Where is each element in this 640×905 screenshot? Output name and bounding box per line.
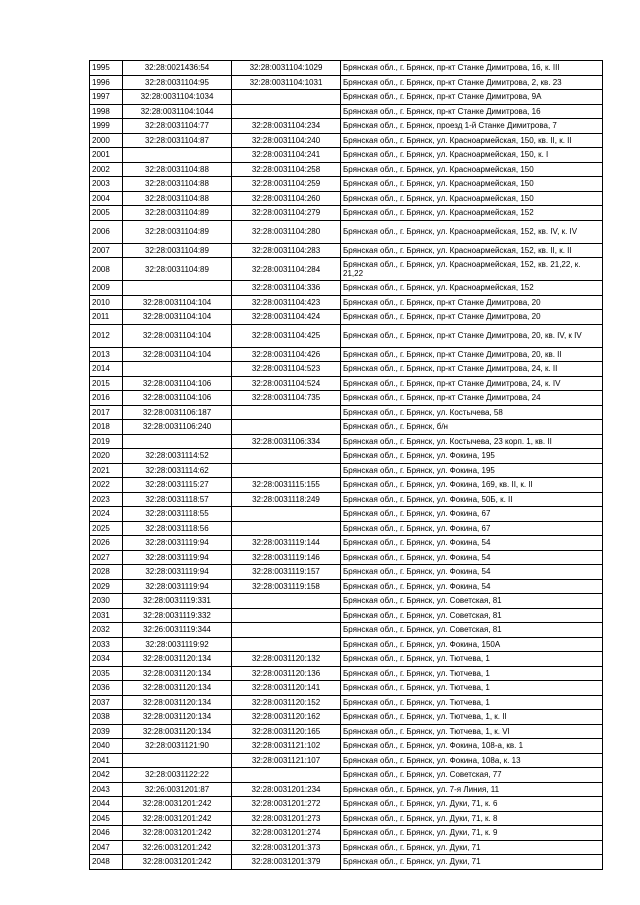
building-cadastral-number-cell: 32:28:0031119:158: [232, 579, 341, 594]
row-number-cell: 2041: [90, 753, 123, 768]
row-number-cell: 2003: [90, 177, 123, 192]
building-cadastral-number-cell: [232, 104, 341, 119]
table-row: [90, 281, 603, 296]
building-cadastral-number-cell: 32:28:0031104:1031: [232, 75, 341, 90]
row-number-cell: 2037: [90, 695, 123, 710]
table-row: [90, 191, 603, 206]
row-number-cell: 2020: [90, 449, 123, 464]
cadastral-table: [89, 60, 603, 870]
row-number-cell: 2043: [90, 782, 123, 797]
address-cell: Брянская обл., г. Брянск, пр-кт Станке Димитрова, 24, к. II: [341, 362, 603, 377]
parcel-cadastral-number-cell: 32:28:0031104:88: [123, 177, 232, 192]
building-cadastral-number-cell: [232, 420, 341, 435]
address-cell: Брянская обл., г. Брянск, ул. Дуки, 71, к. 9: [341, 826, 603, 841]
row-number-cell: 1998: [90, 104, 123, 119]
parcel-cadastral-number-cell: 32:28:0031120:134: [123, 710, 232, 725]
table-row: [90, 324, 603, 347]
row-number-cell: 2025: [90, 521, 123, 536]
table-row: [90, 220, 603, 243]
parcel-cadastral-number-cell: [123, 753, 232, 768]
parcel-cadastral-number-cell: 32:28:0031104:87: [123, 133, 232, 148]
address-cell: Брянская обл., г. Брянск, ул. Фокина, 108а, к. 13: [341, 753, 603, 768]
address-cell: Брянская обл., г. Брянск, ул. Дуки, 71, к. 6: [341, 797, 603, 812]
building-cadastral-number-cell: 32:28:0031201:272: [232, 797, 341, 812]
address-cell: Брянская обл., г. Брянск, ул. Дуки, 71, к. 8: [341, 811, 603, 826]
building-cadastral-number-cell: [232, 90, 341, 105]
building-cadastral-number-cell: [232, 768, 341, 783]
building-cadastral-number-cell: 32:28:0031201:274: [232, 826, 341, 841]
address-cell: Брянская обл., г. Брянск, ул. Красноармейская, 150, кв. II, к. II: [341, 133, 603, 148]
parcel-cadastral-number-cell: 32:28:0031104:104: [123, 295, 232, 310]
parcel-cadastral-number-cell: 32:28:0031104:95: [123, 75, 232, 90]
parcel-cadastral-number-cell: 32:28:0031119:94: [123, 579, 232, 594]
row-number-cell: 2026: [90, 536, 123, 551]
row-number-cell: 2000: [90, 133, 123, 148]
address-cell: Брянская обл., г. Брянск, ул. Тютчева, 1, к. VI: [341, 724, 603, 739]
table-row: [90, 405, 603, 420]
address-cell: Брянская обл., г. Брянск, пр-кт Станке Димитрова, 16, к. III: [341, 61, 603, 76]
table-row: [90, 258, 603, 281]
building-cadastral-number-cell: [232, 449, 341, 464]
address-cell: Брянская обл., г. Брянск, ул. Красноармейская, 152, кв. 21,22, к. 21,22: [341, 258, 603, 281]
address-cell: Брянская обл., г. Брянск, ул. Красноармейская, 152, кв. II, к. II: [341, 243, 603, 258]
row-number-cell: 2028: [90, 565, 123, 580]
table-row: [90, 579, 603, 594]
parcel-cadastral-number-cell: 32:28:0031118:57: [123, 492, 232, 507]
table-row: [90, 206, 603, 221]
parcel-cadastral-number-cell: 32:28:0031120:134: [123, 724, 232, 739]
building-cadastral-number-cell: 32:28:0031120:152: [232, 695, 341, 710]
table-row: [90, 608, 603, 623]
row-number-cell: 2019: [90, 434, 123, 449]
address-cell: Брянская обл., г. Брянск, ул. Костычева, 23 корп. 1, кв. II: [341, 434, 603, 449]
table-row: [90, 310, 603, 325]
address-cell: Брянская обл., г. Брянск, ул. Тютчева, 1: [341, 681, 603, 696]
row-number-cell: 2024: [90, 507, 123, 522]
building-cadastral-number-cell: [232, 521, 341, 536]
table-row: [90, 133, 603, 148]
row-number-cell: 1999: [90, 119, 123, 134]
parcel-cadastral-number-cell: 32:28:0031115:27: [123, 478, 232, 493]
parcel-cadastral-number-cell: 32:28:0031122:22: [123, 768, 232, 783]
row-number-cell: 2029: [90, 579, 123, 594]
parcel-cadastral-number-cell: 32:28:0031104:88: [123, 162, 232, 177]
table-row: [90, 550, 603, 565]
table-row: [90, 536, 603, 551]
parcel-cadastral-number-cell: 32:28:0031201:242: [123, 797, 232, 812]
table-row: [90, 463, 603, 478]
address-cell: Брянская обл., г. Брянск, ул. Красноармейская, 150: [341, 177, 603, 192]
table-row: [90, 243, 603, 258]
building-cadastral-number-cell: [232, 463, 341, 478]
address-cell: Брянская обл., г. Брянск, ул. Фокина, 54: [341, 579, 603, 594]
building-cadastral-number-cell: 32:28:0031201:373: [232, 840, 341, 855]
table-row: [90, 623, 603, 638]
address-cell: Брянская обл., г. Брянск, пр-кт Станке Димитрова, 20, кв. II: [341, 347, 603, 362]
parcel-cadastral-number-cell: 32:28:0031104:1034: [123, 90, 232, 105]
table-row: [90, 434, 603, 449]
parcel-cadastral-number-cell: 32:28:0031120:134: [123, 681, 232, 696]
address-cell: Брянская обл., г. Брянск, пр-кт Станке Димитрова, 24, к. IV: [341, 376, 603, 391]
parcel-cadastral-number-cell: 32:28:0031119:94: [123, 565, 232, 580]
table-row: [90, 797, 603, 812]
parcel-cadastral-number-cell: 32:28:0031120:134: [123, 652, 232, 667]
building-cadastral-number-cell: 32:28:0031119:144: [232, 536, 341, 551]
building-cadastral-number-cell: 32:28:0031119:146: [232, 550, 341, 565]
table-row: [90, 362, 603, 377]
table-row: [90, 710, 603, 725]
address-cell: Брянская обл., г. Брянск, ул. Советская, 81: [341, 594, 603, 609]
row-number-cell: 2009: [90, 281, 123, 296]
row-number-cell: 2001: [90, 148, 123, 163]
row-number-cell: 2033: [90, 637, 123, 652]
address-cell: Брянская обл., г. Брянск, проезд 1-й Станке Димитрова, 7: [341, 119, 603, 134]
row-number-cell: 2046: [90, 826, 123, 841]
table-row: [90, 565, 603, 580]
address-cell: Брянская обл., г. Брянск, пр-кт Станке Димитрова, 9А: [341, 90, 603, 105]
building-cadastral-number-cell: 32:28:0031104:424: [232, 310, 341, 325]
table-body: [90, 61, 603, 870]
table-row: [90, 104, 603, 119]
table-row: [90, 666, 603, 681]
building-cadastral-number-cell: 32:28:0031201:273: [232, 811, 341, 826]
table-row: [90, 840, 603, 855]
parcel-cadastral-number-cell: [123, 362, 232, 377]
row-number-cell: 2021: [90, 463, 123, 478]
parcel-cadastral-number-cell: 32:28:0031119:331: [123, 594, 232, 609]
address-cell: Брянская обл., г. Брянск, ул. Фокина, 150А: [341, 637, 603, 652]
row-number-cell: 2031: [90, 608, 123, 623]
table-row: [90, 739, 603, 754]
table-row: [90, 347, 603, 362]
table-row: [90, 90, 603, 105]
parcel-cadastral-number-cell: 32:28:0031104:89: [123, 206, 232, 221]
row-number-cell: 2036: [90, 681, 123, 696]
building-cadastral-number-cell: [232, 594, 341, 609]
building-cadastral-number-cell: 32:28:0031201:234: [232, 782, 341, 797]
row-number-cell: 1996: [90, 75, 123, 90]
building-cadastral-number-cell: 32:28:0031201:379: [232, 855, 341, 870]
address-cell: Брянская обл., г. Брянск, ул. Костычева, 58: [341, 405, 603, 420]
row-number-cell: 2008: [90, 258, 123, 281]
building-cadastral-number-cell: 32:28:0031104:423: [232, 295, 341, 310]
table-row: [90, 594, 603, 609]
parcel-cadastral-number-cell: 32:28:0031118:55: [123, 507, 232, 522]
row-number-cell: 2015: [90, 376, 123, 391]
parcel-cadastral-number-cell: 32:28:0031104:89: [123, 243, 232, 258]
row-number-cell: 2042: [90, 768, 123, 783]
parcel-cadastral-number-cell: 32:28:0021436:54: [123, 61, 232, 76]
building-cadastral-number-cell: 32:28:0031104:735: [232, 391, 341, 406]
row-number-cell: 2047: [90, 840, 123, 855]
parcel-cadastral-number-cell: [123, 434, 232, 449]
row-number-cell: 2018: [90, 420, 123, 435]
row-number-cell: 2022: [90, 478, 123, 493]
address-cell: Брянская обл., г. Брянск, ул. Красноармейская, 152: [341, 206, 603, 221]
row-number-cell: 2027: [90, 550, 123, 565]
address-cell: Брянская обл., г. Брянск, ул. Красноармейская, 152, кв. IV, к. IV: [341, 220, 603, 243]
building-cadastral-number-cell: 32:28:0031104:524: [232, 376, 341, 391]
parcel-cadastral-number-cell: 32:28:0031114:62: [123, 463, 232, 478]
parcel-cadastral-number-cell: 32:28:0031201:242: [123, 826, 232, 841]
building-cadastral-number-cell: 32:28:0031104:280: [232, 220, 341, 243]
parcel-cadastral-number-cell: 32:28:0031106:187: [123, 405, 232, 420]
table-row: [90, 637, 603, 652]
table-row: [90, 449, 603, 464]
address-cell: Брянская обл., г. Брянск, ул. Красноармейская, 152: [341, 281, 603, 296]
building-cadastral-number-cell: 32:28:0031104:260: [232, 191, 341, 206]
parcel-cadastral-number-cell: 32:26:0031201:242: [123, 840, 232, 855]
table-row: [90, 295, 603, 310]
building-cadastral-number-cell: 32:28:0031104:1029: [232, 61, 341, 76]
building-cadastral-number-cell: 32:28:0031118:249: [232, 492, 341, 507]
building-cadastral-number-cell: 32:28:0031120:162: [232, 710, 341, 725]
address-cell: Брянская обл., г. Брянск, ул. Фокина, 108-а, кв. 1: [341, 739, 603, 754]
parcel-cadastral-number-cell: 32:28:0031118:56: [123, 521, 232, 536]
address-cell: Брянская обл., г. Брянск, ул. Фокина, 67: [341, 521, 603, 536]
building-cadastral-number-cell: 32:28:0031106:334: [232, 434, 341, 449]
address-cell: Брянская обл., г. Брянск, ул. Красноармейская, 150: [341, 162, 603, 177]
building-cadastral-number-cell: 32:28:0031120:132: [232, 652, 341, 667]
parcel-cadastral-number-cell: 32:28:0031119:94: [123, 536, 232, 551]
building-cadastral-number-cell: 32:28:0031104:279: [232, 206, 341, 221]
parcel-cadastral-number-cell: 32:26:0031119:344: [123, 623, 232, 638]
row-number-cell: 2030: [90, 594, 123, 609]
parcel-cadastral-number-cell: 32:28:0031106:240: [123, 420, 232, 435]
parcel-cadastral-number-cell: 32:28:0031120:134: [123, 666, 232, 681]
parcel-cadastral-number-cell: 32:28:0031201:242: [123, 811, 232, 826]
row-number-cell: 2039: [90, 724, 123, 739]
parcel-cadastral-number-cell: 32:28:0031104:106: [123, 376, 232, 391]
address-cell: Брянская обл., г. Брянск, ул. Фокина, 67: [341, 507, 603, 522]
address-cell: Брянская обл., г. Брянск, ул. Фокина, 50Б, к. II: [341, 492, 603, 507]
address-cell: Брянская обл., г. Брянск, пр-кт Станке Димитрова, 16: [341, 104, 603, 119]
table-row: [90, 75, 603, 90]
address-cell: Брянская обл., г. Брянск, ул. 7-я Линия, 11: [341, 782, 603, 797]
address-cell: Брянская обл., г. Брянск, пр-кт Станке Димитрова, 20, кв. IV, к IV: [341, 324, 603, 347]
building-cadastral-number-cell: 32:28:0031104:234: [232, 119, 341, 134]
building-cadastral-number-cell: 32:28:0031104:284: [232, 258, 341, 281]
table-row: [90, 162, 603, 177]
table-row: [90, 420, 603, 435]
row-number-cell: 2016: [90, 391, 123, 406]
address-cell: Брянская обл., г. Брянск, пр-кт Станке Димитрова, 2, кв. 23: [341, 75, 603, 90]
address-cell: Брянская обл., г. Брянск, ул. Тютчева, 1: [341, 652, 603, 667]
row-number-cell: 1997: [90, 90, 123, 105]
row-number-cell: 2014: [90, 362, 123, 377]
table-row: [90, 376, 603, 391]
row-number-cell: 2007: [90, 243, 123, 258]
row-number-cell: 2040: [90, 739, 123, 754]
parcel-cadastral-number-cell: 32:28:0031201:242: [123, 855, 232, 870]
row-number-cell: 2006: [90, 220, 123, 243]
building-cadastral-number-cell: 32:28:0031104:523: [232, 362, 341, 377]
building-cadastral-number-cell: 32:28:0031104:259: [232, 177, 341, 192]
building-cadastral-number-cell: [232, 507, 341, 522]
building-cadastral-number-cell: 32:28:0031120:141: [232, 681, 341, 696]
building-cadastral-number-cell: 32:28:0031104:240: [232, 133, 341, 148]
building-cadastral-number-cell: 32:28:0031115:155: [232, 478, 341, 493]
table-row: [90, 119, 603, 134]
parcel-cadastral-number-cell: 32:28:0031119:94: [123, 550, 232, 565]
row-number-cell: 2012: [90, 324, 123, 347]
row-number-cell: 2045: [90, 811, 123, 826]
building-cadastral-number-cell: 32:28:0031121:107: [232, 753, 341, 768]
building-cadastral-number-cell: 32:28:0031119:157: [232, 565, 341, 580]
building-cadastral-number-cell: 32:28:0031120:136: [232, 666, 341, 681]
table-row: [90, 695, 603, 710]
parcel-cadastral-number-cell: 32:28:0031104:104: [123, 310, 232, 325]
parcel-cadastral-number-cell: 32:28:0031104:104: [123, 324, 232, 347]
building-cadastral-number-cell: [232, 405, 341, 420]
parcel-cadastral-number-cell: [123, 148, 232, 163]
address-cell: Брянская обл., г. Брянск, ул. Фокина, 54: [341, 536, 603, 551]
row-number-cell: 2034: [90, 652, 123, 667]
building-cadastral-number-cell: 32:28:0031120:165: [232, 724, 341, 739]
address-cell: Брянская обл., г. Брянск, ул. Тютчева, 1: [341, 695, 603, 710]
parcel-cadastral-number-cell: 32:28:0031121:90: [123, 739, 232, 754]
address-cell: Брянская обл., г. Брянск, ул. Фокина, 54: [341, 565, 603, 580]
row-number-cell: 2023: [90, 492, 123, 507]
address-cell: Брянская обл., г. Брянск, ул. Советская, 81: [341, 608, 603, 623]
parcel-cadastral-number-cell: 32:28:0031104:104: [123, 347, 232, 362]
table-row: [90, 768, 603, 783]
table-row: [90, 492, 603, 507]
address-cell: Брянская обл., г. Брянск, ул. Советская, 81: [341, 623, 603, 638]
building-cadastral-number-cell: 32:28:0031104:258: [232, 162, 341, 177]
table-row: [90, 826, 603, 841]
address-cell: Брянская обл., г. Брянск, ул. Дуки, 71: [341, 840, 603, 855]
row-number-cell: 2002: [90, 162, 123, 177]
row-number-cell: 2048: [90, 855, 123, 870]
building-cadastral-number-cell: [232, 608, 341, 623]
building-cadastral-number-cell: 32:28:0031121:102: [232, 739, 341, 754]
address-cell: Брянская обл., г. Брянск, ул. Фокина, 54: [341, 550, 603, 565]
parcel-cadastral-number-cell: 32:28:0031114:52: [123, 449, 232, 464]
row-number-cell: 2032: [90, 623, 123, 638]
table-row: [90, 811, 603, 826]
table-row: [90, 681, 603, 696]
address-cell: Брянская обл., г. Брянск, ул. Фокина, 169, кв. II, к. II: [341, 478, 603, 493]
table-row: [90, 391, 603, 406]
parcel-cadastral-number-cell: 32:28:0031104:88: [123, 191, 232, 206]
building-cadastral-number-cell: [232, 623, 341, 638]
row-number-cell: 2013: [90, 347, 123, 362]
building-cadastral-number-cell: 32:28:0031104:241: [232, 148, 341, 163]
building-cadastral-number-cell: [232, 637, 341, 652]
table-row: [90, 478, 603, 493]
table-row: [90, 148, 603, 163]
row-number-cell: 2010: [90, 295, 123, 310]
parcel-cadastral-number-cell: 32:28:0031104:89: [123, 220, 232, 243]
parcel-cadastral-number-cell: 32:28:0031104:89: [123, 258, 232, 281]
row-number-cell: 2004: [90, 191, 123, 206]
address-cell: Брянская обл., г. Брянск, ул. Тютчева, 1: [341, 666, 603, 681]
address-cell: Брянская обл., г. Брянск, ул. Фокина, 195: [341, 463, 603, 478]
row-number-cell: 2011: [90, 310, 123, 325]
address-cell: Брянская обл., г. Брянск, ул. Красноармейская, 150: [341, 191, 603, 206]
building-cadastral-number-cell: 32:28:0031104:283: [232, 243, 341, 258]
address-cell: Брянская обл., г. Брянск, б/н: [341, 420, 603, 435]
building-cadastral-number-cell: 32:28:0031104:425: [232, 324, 341, 347]
table-row: [90, 753, 603, 768]
table-row: [90, 724, 603, 739]
address-cell: Брянская обл., г. Брянск, ул. Советская, 77: [341, 768, 603, 783]
parcel-cadastral-number-cell: 32:28:0031104:1044: [123, 104, 232, 119]
parcel-cadastral-number-cell: 32:28:0031120:134: [123, 695, 232, 710]
building-cadastral-number-cell: 32:28:0031104:426: [232, 347, 341, 362]
table-row: [90, 855, 603, 870]
row-number-cell: 2005: [90, 206, 123, 221]
parcel-cadastral-number-cell: 32:28:0031119:92: [123, 637, 232, 652]
parcel-cadastral-number-cell: 32:28:0031104:106: [123, 391, 232, 406]
address-cell: Брянская обл., г. Брянск, ул. Дуки, 71: [341, 855, 603, 870]
row-number-cell: 2017: [90, 405, 123, 420]
address-cell: Брянская обл., г. Брянск, ул. Фокина, 195: [341, 449, 603, 464]
table-row: [90, 652, 603, 667]
row-number-cell: 2044: [90, 797, 123, 812]
address-cell: Брянская обл., г. Брянск, пр-кт Станке Димитрова, 20: [341, 295, 603, 310]
table-row: [90, 177, 603, 192]
table-row: [90, 61, 603, 76]
parcel-cadastral-number-cell: [123, 281, 232, 296]
parcel-cadastral-number-cell: 32:26:0031201:87: [123, 782, 232, 797]
address-cell: Брянская обл., г. Брянск, пр-кт Станке Димитрова, 20: [341, 310, 603, 325]
row-number-cell: 2038: [90, 710, 123, 725]
address-cell: Брянская обл., г. Брянск, ул. Красноармейская, 150, к. I: [341, 148, 603, 163]
building-cadastral-number-cell: 32:28:0031104:336: [232, 281, 341, 296]
row-number-cell: 2035: [90, 666, 123, 681]
table-row: [90, 507, 603, 522]
parcel-cadastral-number-cell: 32:28:0031119:332: [123, 608, 232, 623]
parcel-cadastral-number-cell: 32:28:0031104:77: [123, 119, 232, 134]
address-cell: Брянская обл., г. Брянск, пр-кт Станке Димитрова, 24: [341, 391, 603, 406]
row-number-cell: 1995: [90, 61, 123, 76]
table-row: [90, 782, 603, 797]
table-row: [90, 521, 603, 536]
address-cell: Брянская обл., г. Брянск, ул. Тютчева, 1, к. II: [341, 710, 603, 725]
